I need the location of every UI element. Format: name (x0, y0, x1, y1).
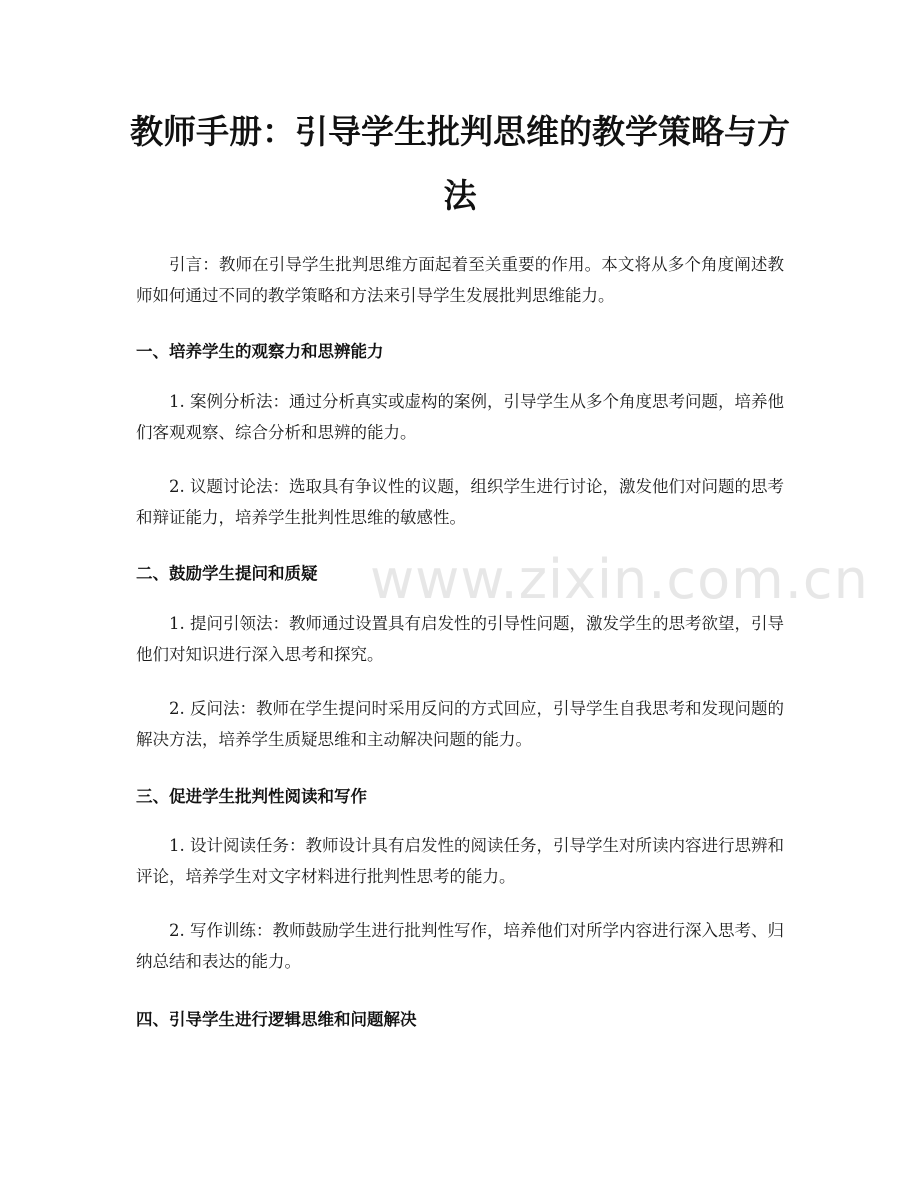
section-3-heading: 三、促进学生批判性阅读和写作 (136, 787, 367, 806)
section-3-item-1: 1. 设计阅读任务：教师设计具有启发性的阅读任务，引导学生对所读内容进行思辨和评论，培养学生对文字材料进行批判性思考的能力。 (136, 836, 784, 886)
section-2-item-1: 1. 提问引领法：教师通过设置具有启发性的引导性问题，激发学生的思考欲望，引导他们对知识进行深入思考和探究。 (136, 614, 784, 664)
section-4-heading: 四、引导学生进行逻辑思维和问题解决 (136, 1010, 417, 1029)
section-1-heading: 一、培养学生的观察力和思辨能力 (136, 342, 384, 361)
document-title: 教师手册：引导学生批判思维的教学策略与方法 (130, 112, 790, 215)
section-1-item-1: 1. 案例分析法：通过分析真实或虚构的案例，引导学生从多个角度思考问题，培养他们客观观察、综合分析和思辨的能力。 (136, 392, 784, 442)
section-3-item-2: 2. 写作训练：教师鼓励学生进行批判性写作，培养他们对所学内容进行深入思考、归纳总结和表达的能力。 (136, 921, 784, 971)
section-2-heading: 二、鼓励学生提问和质疑 (136, 564, 318, 583)
watermark: www.zixin.com.cn (370, 548, 869, 611)
section-2-item-2: 2. 反问法：教师在学生提问时采用反问的方式回应，引导学生自我思考和发现问题的解决方法，培养学生质疑思维和主动解决问题的能力。 (136, 699, 784, 749)
intro-paragraph: 引言：教师在引导学生批判思维方面起着至关重要的作用。本文将从多个角度阐述教师如何通过不同的教学策略和方法来引导学生发展批判思维能力。 (136, 255, 784, 305)
section-1-item-2: 2. 议题讨论法：选取具有争议性的议题，组织学生进行讨论，激发他们对问题的思考和辩证能力，培养学生批判性思维的敏感性。 (136, 477, 784, 527)
